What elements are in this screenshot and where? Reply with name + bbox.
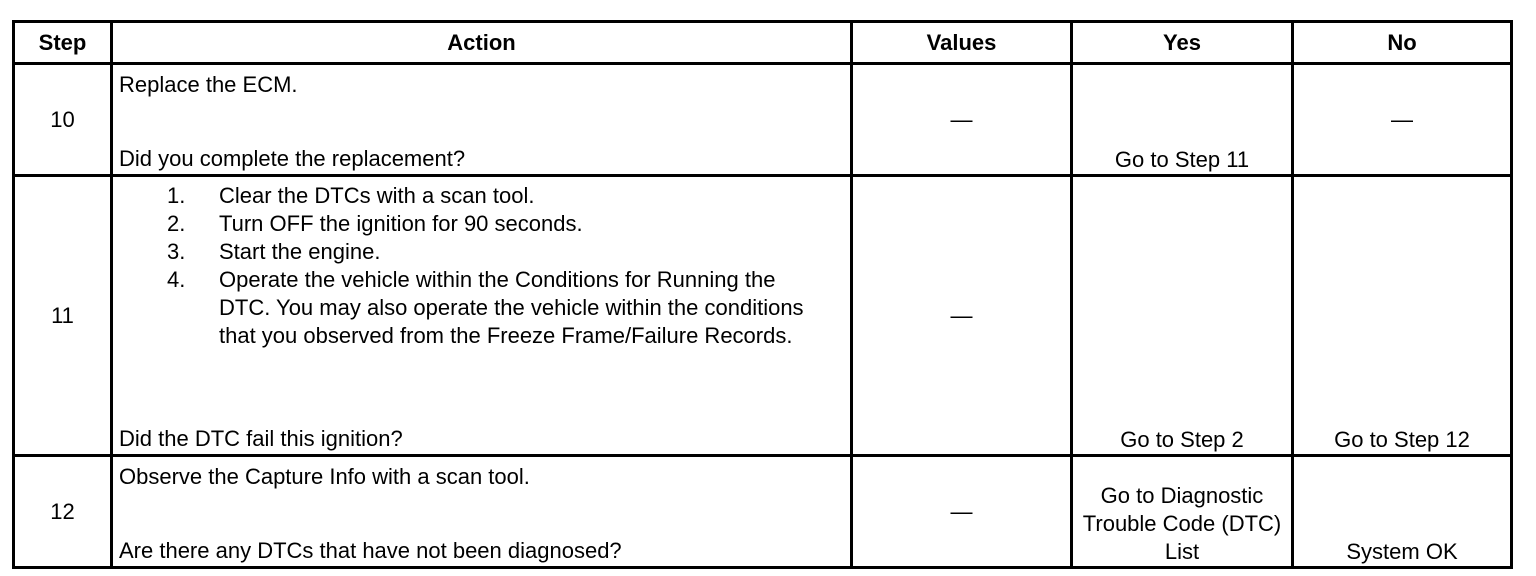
yes-result: Go to Step 2	[1072, 176, 1293, 456]
values-cell: —	[852, 456, 1072, 568]
no-result: Go to Step 12	[1293, 176, 1512, 456]
action-step-number: 1.	[167, 183, 186, 208]
diagnostic-table	[12, 20, 1513, 569]
step-number: 10	[14, 64, 112, 176]
action-step-item	[113, 238, 810, 266]
action-step-item	[113, 182, 810, 210]
action-step-item	[113, 210, 810, 238]
action-step-item	[113, 266, 810, 350]
action-question: Did the DTC fail this ignition?	[119, 426, 403, 451]
header-action: Action	[112, 22, 852, 64]
diagnostic-table-container	[12, 20, 1513, 569]
header-yes: Yes	[1072, 22, 1293, 64]
action-step-text: Operate the vehicle within the Conditions for Running the DTC. You may also operate the vehicle within the conditions that you observed from the Freeze Frame/Failure Records.	[219, 267, 804, 348]
yes-result: Go to Step 11	[1072, 64, 1293, 176]
table-row-step-10	[14, 64, 1512, 176]
step-number: 12	[14, 456, 112, 568]
action-step-number: 3.	[167, 239, 186, 264]
header-values: Values	[852, 22, 1072, 64]
action-instruction: Observe the Capture Info with a scan tool.	[119, 464, 530, 489]
action-step-text: Turn OFF the ignition for 90 seconds.	[219, 211, 583, 236]
yes-result: Go to Diagnostic Trouble Code (DTC) List	[1072, 456, 1293, 568]
action-cell	[112, 176, 852, 456]
no-result: System OK	[1293, 456, 1512, 568]
header-row	[14, 22, 1512, 64]
action-question: Did you complete the replacement?	[119, 146, 466, 171]
action-cell	[112, 456, 852, 568]
action-step-number: 2.	[167, 211, 186, 236]
values-cell: —	[852, 176, 1072, 456]
action-step-text: Start the engine.	[219, 239, 381, 264]
table-row-step-12	[14, 456, 1512, 568]
action-cell	[112, 64, 852, 176]
action-step-list	[113, 182, 810, 350]
action-question: Are there any DTCs that have not been diagnosed?	[119, 538, 622, 563]
step-number: 11	[14, 176, 112, 456]
values-cell: —	[852, 64, 1072, 176]
action-step-text: Clear the DTCs with a scan tool.	[219, 183, 535, 208]
table-row-step-11	[14, 176, 1512, 456]
action-instruction: Replace the ECM.	[119, 72, 298, 97]
header-step: Step	[14, 22, 112, 64]
action-step-number: 4.	[167, 267, 186, 292]
header-no: No	[1293, 22, 1512, 64]
no-result: —	[1293, 64, 1512, 176]
